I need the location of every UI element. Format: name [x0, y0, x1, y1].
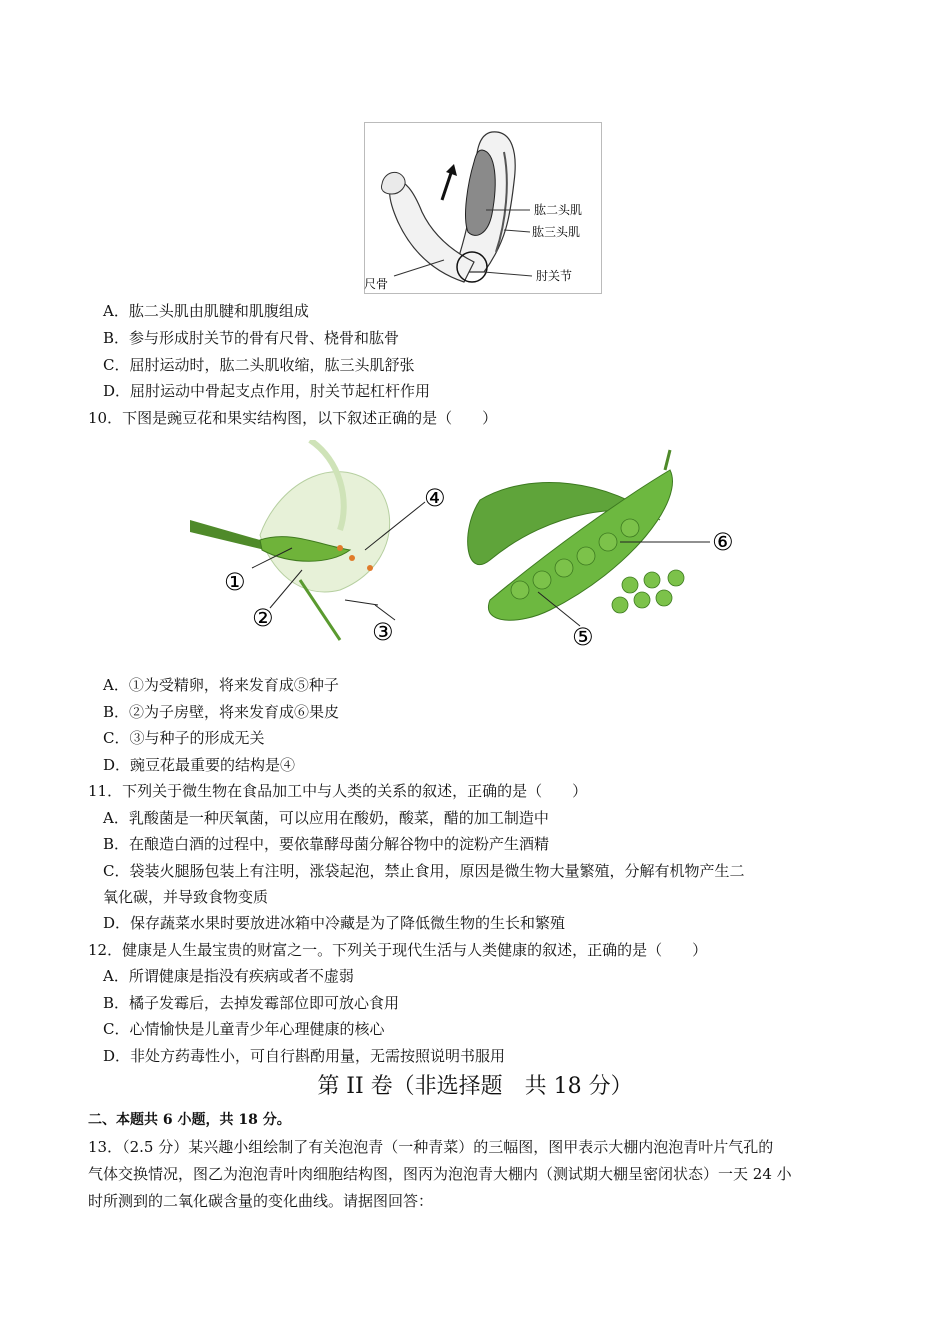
q11-option-c-cont: 氧化碳，并导致食物变质: [103, 888, 269, 906]
q10-option-d: D．豌豆花最重要的结构是④: [103, 756, 296, 774]
q9-option-c: C．屈肘运动时，肱二头肌收缩，肱三头肌舒张: [103, 356, 415, 374]
part2-heading: 二、本题共 6 小题，共 18 分。: [88, 1112, 291, 1128]
q10-option-c: C．③与种子的形成无关: [103, 729, 265, 747]
part2-title: 第 II 卷（非选择题 共 18 分）: [317, 1074, 633, 1099]
q12-option-b: B．橘子发霉后，去掉发霉部位即可放心食用: [103, 994, 400, 1012]
q12-option-a: A．所谓健康是指没有疾病或者不虚弱: [103, 967, 354, 985]
marker-2: ②: [252, 604, 274, 632]
q11-option-b: B．在酿造白酒的过程中，要依靠酵母菌分解谷物中的淀粉产生酒精: [103, 835, 550, 853]
biceps-label: 肱二头肌: [534, 203, 583, 217]
marker-3: ③: [372, 618, 394, 646]
q11-option-d: D．保存蔬菜水果时要放进冰箱中冷藏是为了降低微生物的生长和繁殖: [103, 914, 566, 932]
q11-option-c: C．袋装火腿肠包装上有注明，涨袋起泡，禁止食用，原因是微生物大量繁殖，分解有机物产生二: [103, 862, 745, 880]
q12-stem: 12．健康是人生最宝贵的财富之一。下列关于现代生活与人类健康的叙述，正确的是（ ）: [88, 941, 708, 959]
elbow-label: 肘关节: [536, 269, 573, 283]
arm-muscle-figure: [364, 122, 602, 294]
q13-line-2: 气体交换情况，图乙为泡泡青叶肉细胞结构图，图丙为泡泡青大棚内（测试期大棚呈密闭状态）一天 24 小: [88, 1165, 792, 1183]
q10-stem: 10．下图是豌豆花和果实结构图，以下叙述正确的是（ ）: [88, 409, 498, 427]
q13-line-3: 时所测到的二氧化碳含量的变化曲线。请据图回答：: [88, 1192, 434, 1210]
q12-option-d: D．非处方药毒性小，可自行斟酌用量，无需按照说明书服用: [103, 1047, 506, 1065]
q11-stem: 11．下列关于微生物在食品加工中与人类的关系的叙述，正确的是（ ）: [88, 782, 588, 800]
q12-option-c: C．心情愉快是儿童青少年心理健康的核心: [103, 1020, 385, 1038]
marker-5: ⑤: [572, 623, 594, 651]
q11-option-a: A．乳酸菌是一种厌氧菌，可以应用在酸奶，酸菜，醋的加工制造中: [103, 809, 549, 827]
marker-1: ①: [224, 568, 246, 596]
ulna-label: 尺骨: [364, 277, 389, 291]
marker-4: ④: [424, 484, 446, 512]
pea-flower-fruit-figure: [190, 440, 760, 660]
q9-option-a: A．肱二头肌由肌腱和肌腹组成: [103, 302, 309, 320]
q10-option-b: B．②为子房壁，将来发育成⑥果皮: [103, 703, 340, 721]
q10-option-a: A．①为受精卵，将来发育成⑤种子: [103, 676, 339, 694]
q9-option-d: D．屈肘运动中骨起支点作用，肘关节起杠杆作用: [103, 382, 431, 400]
q13-line-1: 13．（2.5 分）某兴趣小组绘制了有关泡泡青（一种青菜）的三幅图，图甲表示大棚内泡泡青叶片气孔的: [88, 1138, 774, 1156]
arm-muscle-illustration: [364, 122, 602, 294]
q9-option-b: B．参与形成肘关节的骨有尺骨、桡骨和肱骨: [103, 329, 400, 347]
marker-6: ⑥: [712, 528, 734, 556]
triceps-label: 肱三头肌: [532, 225, 581, 239]
pea-illustration: [190, 440, 760, 660]
